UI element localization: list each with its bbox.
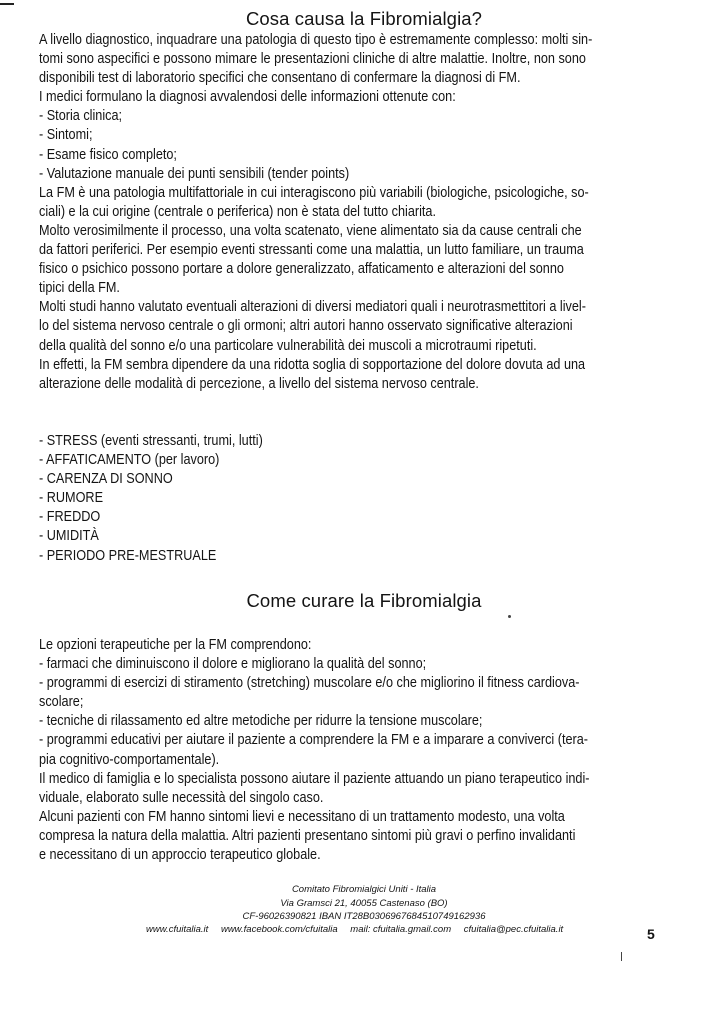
list-item: - PERIODO PRE-MESTRUALE: [39, 547, 217, 564]
text-line: - tecniche di rilassamento ed altre metodiche per ridurre la tensione muscolare;: [39, 713, 483, 730]
text-line: In effetti, la FM sembra dipendere da una ridotta soglia di sopportazione del dolore dovuta ad una: [39, 356, 586, 373]
mail-link[interactable]: mail: cfuitalia.gmail.com: [350, 924, 452, 935]
list-item: - Esame fisico completo;: [39, 146, 177, 163]
text-line: da fattori periferici. Per esempio eventi stressanti come una malattia, un lutto familiare, un trauma: [39, 242, 584, 259]
text-line: alterazione delle modalità di percezione, a livello del sistema nervoso centrale.: [39, 375, 479, 392]
scan-corner-mark: [0, 3, 14, 5]
text-line: ciali) e la cui origine (centrale o periferica) non è stata del tutto chiarita.: [39, 203, 437, 220]
footer: [0, 883, 728, 935]
paragraph-multifactorial: [39, 184, 691, 222]
text-line: Molti studi hanno valutato eventuali alterazioni di diversi mediatori quali i neurotrasmettitori a livel-: [39, 299, 586, 316]
list-item: [39, 674, 691, 712]
section-title-causes: Cosa causa la Fibromialgia?: [245, 8, 483, 29]
list-item: - UMIDITÀ: [39, 528, 99, 545]
list-item: - AFFATICAMENTO (per lavoro): [39, 452, 220, 469]
text-line: tomi sono aspecifici e possono mimare le presentazioni cliniche di altre malattie. Inoltre, non sono: [39, 51, 586, 68]
text-line: disponibili test di laboratorio specifici che consentano di confermare la diagnosi di FM.: [39, 70, 521, 87]
scan-speck: [508, 615, 511, 618]
text-line: compresa la natura della malattia. Altri pazienti presentano sintomi più gravi o perfino invalidanti: [39, 827, 576, 844]
text-line: - farmaci che diminuiscono il dolore e migliorano la qualità del sonno;: [39, 656, 427, 673]
footer-codes: CF-96026390821 IBAN IT28B0306967684510749162936: [242, 911, 486, 922]
text-line: lo del sistema nervoso centrale o gli ormoni; altri autori hanno osservato significative alterazioni: [39, 318, 573, 335]
list-item: [39, 712, 691, 731]
paragraph-process: [39, 222, 691, 298]
text-line: della qualità del sonno e/o una particolare vulnerabilità dei muscoli a microtraumi ripetuti.: [39, 337, 537, 354]
paragraph-diagnosis: [39, 31, 691, 88]
text-line: tipici della FM.: [39, 280, 120, 297]
diagnosis-list: [39, 107, 691, 183]
text-line: Alcuni pazienti con FM hanno sintomi lievi e necessitano di un trattamento modesto, una volta: [39, 808, 565, 825]
text-line: e necessitano di un approccio terapeutico globale.: [39, 847, 321, 864]
pec-link[interactable]: cfuitalia@pec.cfuitalia.it: [463, 924, 564, 935]
list-item: - STRESS (eventi stressanti, trumi, lutti): [39, 433, 263, 449]
website-link[interactable]: www.cfuitalia.it: [146, 924, 209, 935]
text-line: fisico o psichico possono portare a dolore generalizzato, affaticamento e alterazioni del sonno: [39, 261, 564, 278]
list-item: [39, 655, 691, 674]
text-line: - programmi educativi per aiutare il paziente a comprendere la FM e a imparare a conviverci (tera-: [39, 732, 588, 749]
text-line: La FM è una patologia multifattoriale in cui interagiscono più variabili (biologiche, psicologiche, so-: [39, 184, 589, 201]
page-number: 5: [647, 926, 655, 942]
paragraph-severity: [39, 808, 691, 865]
treatment-body: [39, 636, 691, 865]
footer-address: Via Gramsci 21, 40055 Castenaso (BO): [280, 897, 448, 909]
paragraph-plan: [39, 770, 691, 808]
text-line: A livello diagnostico, inquadrare una patologia di questo tipo è estremamente complesso: molti sin-: [39, 32, 593, 48]
list-item: - Sintomi;: [39, 127, 93, 144]
text-line: pia cognitivo-comportamentale).: [39, 751, 220, 768]
treatment-intro: Le opzioni terapeutiche per la FM comprendono:: [39, 637, 312, 653]
list-item: - CARENZA DI SONNO: [39, 471, 173, 488]
list-item: [39, 731, 691, 769]
text-line: Il medico di famiglia e lo specialista possono aiutare il paziente attuando un piano terapeutico indi-: [39, 770, 590, 787]
footer-org: Comitato Fibromialgici Uniti - Italia: [291, 884, 437, 895]
text-line: viduale, elaborato sulle necessità del singolo caso.: [39, 789, 324, 806]
causes-body: [39, 31, 691, 394]
factors-list: [39, 432, 691, 566]
paragraph-studies: [39, 298, 691, 355]
facebook-link[interactable]: www.facebook.com/cfuitalia: [220, 924, 338, 935]
list-item: - Valutazione manuale dei punti sensibili (tender points): [39, 165, 350, 182]
text-line: scolare;: [39, 694, 84, 711]
list-item: - FREDDO: [39, 509, 101, 526]
diagnosis-intro: I medici formulano la diagnosi avvalendosi delle informazioni ottenute con:: [39, 89, 456, 106]
section-title-treatment: Come curare la Fibromialgia: [246, 590, 482, 611]
text-line: Molto verosimilmente il processo, una volta scatenato, viene alimentato sia da cause centrali che: [39, 222, 582, 239]
treatment-list: [39, 655, 691, 770]
list-item: - RUMORE: [39, 490, 104, 507]
scan-speck: [621, 952, 622, 961]
list-item: - Storia clinica;: [39, 108, 123, 125]
footer-links: [146, 923, 573, 937]
text-line: - programmi di esercizi di stiramento (stretching) muscolare e/o che migliorino il fitness cardiova-: [39, 675, 580, 692]
paragraph-threshold: [39, 356, 691, 394]
